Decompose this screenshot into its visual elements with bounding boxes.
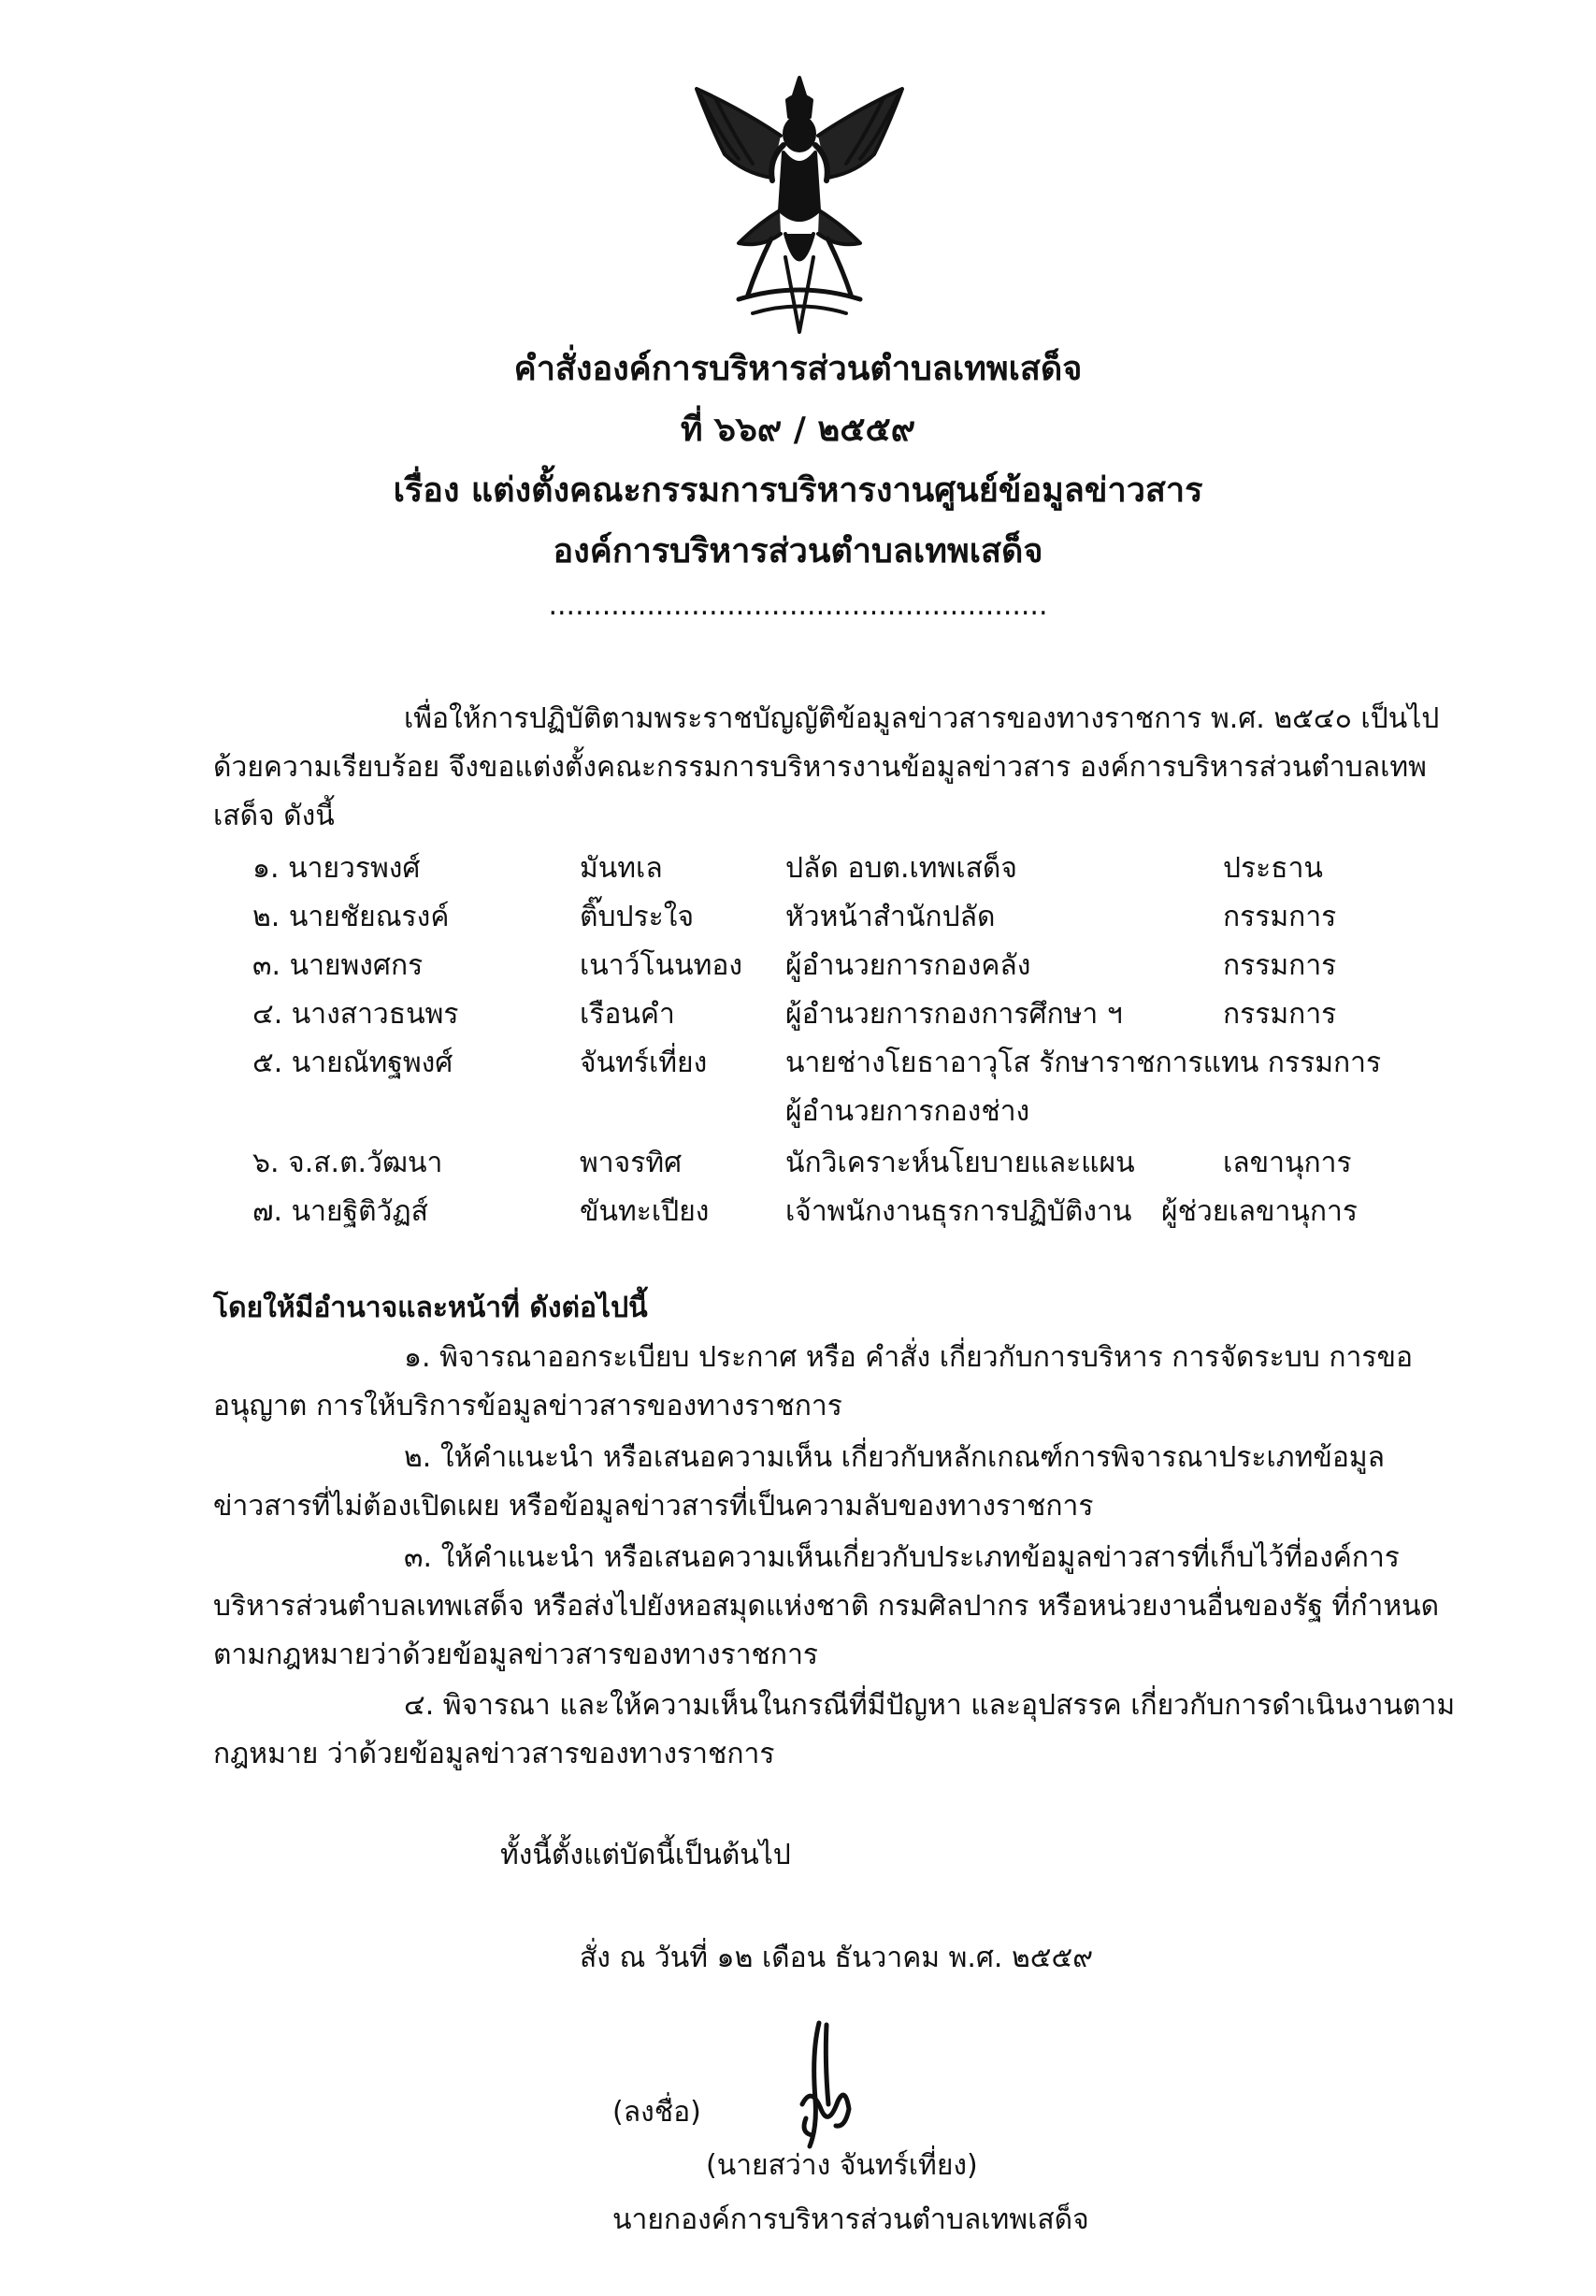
member-position: นักวิเคราะห์นโยบายและแผน [785,1147,1135,1179]
duty-line: ๑. พิจารณาออกระเบียบ ประกาศ หรือ คำสั่ง เกี่ยวกับการบริหาร การจัดระบบ การขอ [404,1341,1413,1374]
member-surname: มันทเล [580,852,663,885]
member-surname: จันทร์เที่ยง [580,1047,708,1079]
member-position: นายช่างโยธาอาวุโส รักษาราชการแทน กรรมการ [785,1047,1382,1079]
member-role: เลขานุการ [1223,1147,1352,1179]
member-position-line-2: ผู้อำนวยการกองช่าง [785,1095,1030,1128]
order-subject: เรื่อง แต่งตั้งคณะกรรมการบริหารงานศูนย์ข้อมูลข่าวสาร [393,471,1203,510]
handwritten-signature [784,2015,858,2156]
member-role: กรรมการ [1223,901,1337,933]
member-position: หัวหน้าสำนักปลัด [785,901,996,933]
duty-line: กฎหมาย ว่าด้วยข้อมูลข่าวสารของทางราชการ [213,1738,775,1770]
effective-statement: ทั้งนี้ตั้งแต่บัดนี้เป็นต้นไป [500,1839,791,1871]
member-name: ๔. นางสาวธนพร [252,998,459,1031]
member-surname: ขันทะเปียง [580,1195,710,1228]
order-date: สั่ง ณ วันที่ ๑๒ เดือน ธันวาคม พ.ศ. ๒๕๕๙ [580,1942,1094,1974]
garuda-emblem-icon [683,70,916,341]
duty-line: ๓. ให้คำแนะนำ หรือเสนอความเห็นเกี่ยวกับประเภทข้อมูลข่าวสารที่เก็บไว้ที่องค์การ [404,1541,1400,1574]
duty-line: ตามกฎหมายว่าด้วยข้อมูลข่าวสารของทางราชการ [213,1639,819,1671]
member-name: ๕. นายณัทฐพงศ์ [252,1047,453,1079]
member-position: ปลัด อบต.เทพเสด็จ [785,852,1017,885]
member-surname: ติ๊บประใจ [580,901,695,933]
separator-line: ........................................................ [548,589,1048,622]
signer-name: (นายสว่าง จันทร์เที่ยง) [706,2149,978,2182]
order-organization: องค์การบริหารส่วนตำบลเทพเสด็จ [553,532,1043,570]
duty-line: อนุญาต การให้บริการข้อมูลข่าวสารของทางราชการ [213,1390,842,1422]
member-position: ผู้อำนวยการกองการศึกษา ฯ [785,998,1123,1031]
order-number: ที่ ๖๖๙ / ๒๕๕๙ [680,411,916,449]
signer-title: นายกองค์การบริหารส่วนตำบลเทพเสด็จ [612,2203,1089,2236]
intro-line-3: เสด็จ ดังนี้ [213,800,335,832]
member-name: ๗. นายฐิติวัฏส์ [252,1195,428,1228]
member-position: เจ้าพนักงานธุรการปฏิบัติงาน [785,1195,1132,1228]
member-name: ๖. จ.ส.ต.วัฒนา [252,1147,443,1179]
member-position: ผู้อำนวยการกองคลัง [785,949,1031,982]
duty-line: บริหารส่วนตำบลเทพเสด็จ หรือส่งไปยังหอสมุดแห่งชาติ กรมศิลปากร หรือหน่วยงานอื่นของรัฐ ที่กำหนด [213,1590,1440,1623]
member-name: ๑. นายวรพงศ์ [252,852,421,885]
member-role: ผู้ช่วยเลขานุการ [1161,1195,1358,1228]
signed-label: (ลงชื่อ) [612,2096,701,2129]
order-title: คำสั่งองค์การบริหารส่วนตำบลเทพเสด็จ [513,350,1083,388]
member-surname: เนาว์โนนทอง [580,949,743,982]
duty-line: ๔. พิจารณา และให้ความเห็นในกรณีที่มีปัญหา และอุปสรรค เกี่ยวกับการดำเนินงานตาม [404,1689,1456,1722]
duties-heading: โดยให้มีอำนาจและหน้าที่ ดังต่อไปนี้ [213,1292,648,1324]
member-surname: เรือนคำ [580,998,675,1031]
duty-line: ๒. ให้คำแนะนำ หรือเสนอความเห็น เกี่ยวกับหลักเกณฑ์การพิจารณาประเภทข้อมูล [404,1441,1386,1474]
intro-line-2: ด้วยความเรียบร้อย จึงขอแต่งตั้งคณะกรรมการบริหารงานข้อมูลข่าวสาร องค์การบริหารส่วนตำบลเทพ [213,751,1427,784]
member-role: กรรมการ [1223,998,1337,1031]
member-role: กรรมการ [1223,949,1337,982]
member-role: ประธาน [1223,852,1323,885]
member-name: ๓. นายพงศกร [252,949,424,982]
intro-line-1: เพื่อให้การปฏิบัติตามพระราชบัญญัติข้อมูลข่าวสารของทางราชการ พ.ศ. ๒๕๔๐ เป็นไป [404,702,1440,735]
member-surname: พาจรทิศ [580,1147,683,1179]
duty-line: ข่าวสารที่ไม่ต้องเปิดเผย หรือข้อมูลข่าวสารที่เป็นความลับของทางราชการ [213,1490,1094,1523]
member-name: ๒. นายชัยณรงค์ [252,901,450,933]
